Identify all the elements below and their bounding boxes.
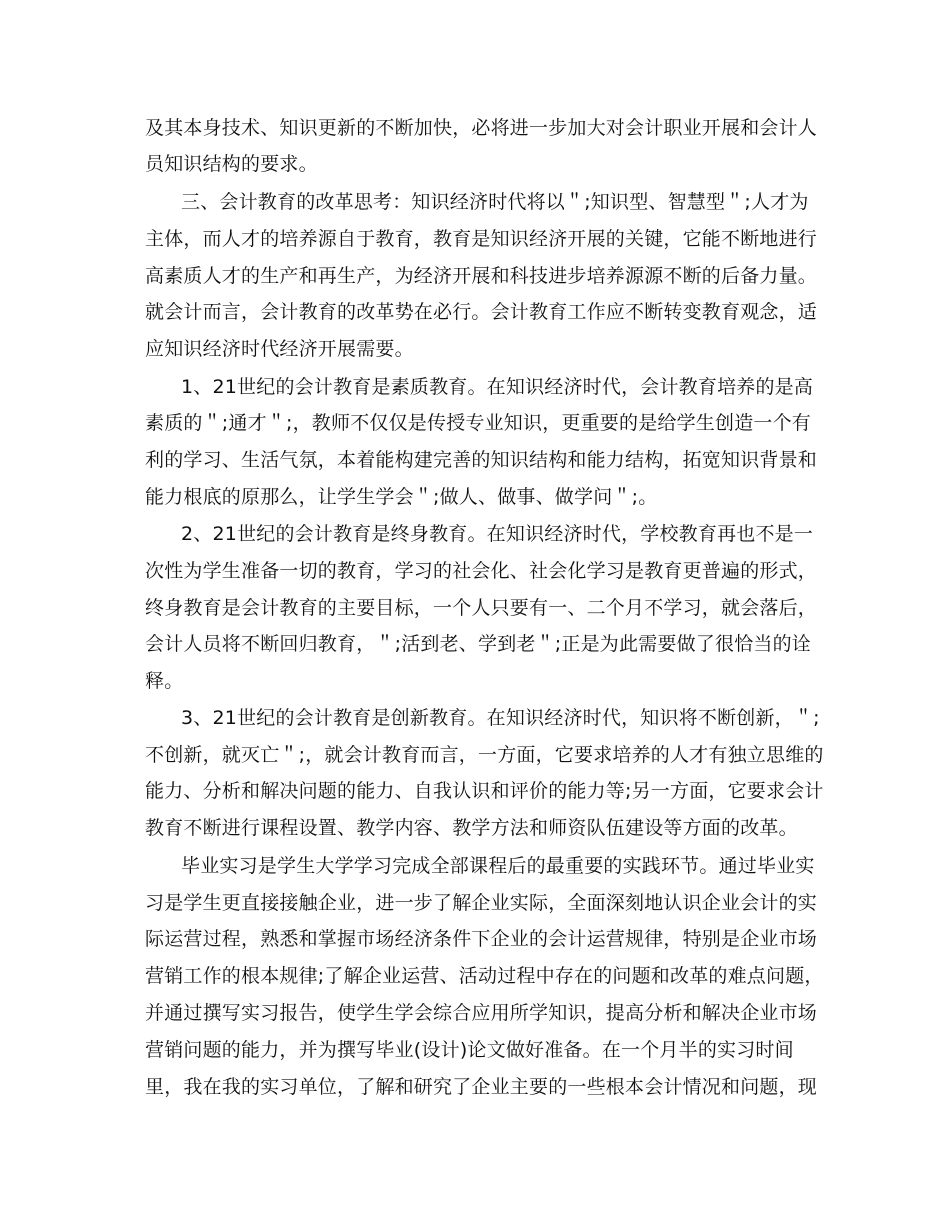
text-line: 就会计而言，会计教育的改革势在必行。会计教育工作应不断转变教育观念，适 — [145, 301, 818, 323]
text-line: 释。 — [145, 670, 184, 692]
text-line: 教育不断进行课程设置、教学内容、教学方法和师资队伍建设等方面的改革。 — [145, 817, 798, 839]
text-line: 高素质人才的生产和再生产，为经济开展和科技进步培养源源不断的后备力量。 — [145, 265, 818, 287]
text-line: 次性为学生准备一切的教育，学习的社会化、社会化学习是教育更普遍的形式， — [145, 560, 818, 582]
text-line: 能力、分析和解决问题的能力、自我认识和评价的能力等;另一方面，它要求会计 — [145, 780, 824, 802]
text-line: 3、21世纪的会计教育是创新教育。在知识经济时代，知识将不断创新，＂; — [181, 707, 820, 729]
text-line: 并通过撰写实习报告，使学生学会综合应用所学知识，提高分析和解决企业市场 — [145, 1002, 818, 1024]
text-line: 应知识经济时代经济开展需要。 — [145, 338, 414, 360]
text-line: 1、21世纪的会计教育是素质教育。在知识经济时代，会计教育培养的是高 — [181, 376, 814, 398]
text-line: 际运营过程，熟悉和掌握市场经济条件下企业的会计运营规律，特别是企业市场 — [145, 928, 818, 950]
text-line: 习是学生更直接接触企业，进一步了解企业实际，全面深刻地认识企业会计的实 — [145, 892, 818, 914]
text-line: 营销问题的能力，并为撰写毕业(设计)论文做好准备。在一个月半的实习时间 — [145, 1039, 794, 1061]
text-line: 会计人员将不断回归教育，＂;活到老、学到老＂;正是为此需要做了很恰当的诠 — [145, 633, 812, 655]
text-line: 员知识结构的要求。 — [145, 153, 318, 175]
text-line: 素质的＂;通才＂;，教师不仅仅是传授专业知识，更重要的是给学生创造一个有 — [145, 412, 812, 434]
text-line: 三、会计教育的改革思考：知识经济时代将以＂;知识型、智慧型＂;人才为 — [181, 191, 809, 213]
text-line: 营销工作的根本规律;了解企业运营、活动过程中存在的问题和改革的难点问题， — [145, 965, 824, 987]
text-line: 里，我在我的实习单位，了解和研究了企业主要的一些根本会计情况和问题，现 — [145, 1076, 818, 1098]
text-line: 终身教育是会计教育的主要目标，一个人只要有一、二个月不学习，就会落后， — [145, 597, 818, 619]
text-line: 毕业实习是学生大学学习完成全部课程后的最重要的实践环节。通过毕业实 — [181, 855, 815, 877]
text-line: 不创新，就灭亡＂;，就会计教育而言，一方面，它要求培养的人才有独立思维的 — [145, 744, 824, 766]
text-line: 2、21世纪的会计教育是终身教育。在知识经济时代，学校教育再也不是一 — [181, 523, 814, 545]
text-line: 及其本身技术、知识更新的不断加快，必将进一步加大对会计职业开展和会计人 — [145, 117, 818, 139]
text-line: 能力根底的原那么，让学生学会＂;做人、做事、做学问＂;。 — [145, 486, 658, 508]
text-line: 利的学习、生活气氛，本着能构建完善的知识结构和能力结构，拓宽知识背景和 — [145, 449, 818, 471]
text-line: 主体，而人才的培养源自于教育，教育是知识经济开展的关键，它能不断地进行 — [145, 228, 818, 250]
